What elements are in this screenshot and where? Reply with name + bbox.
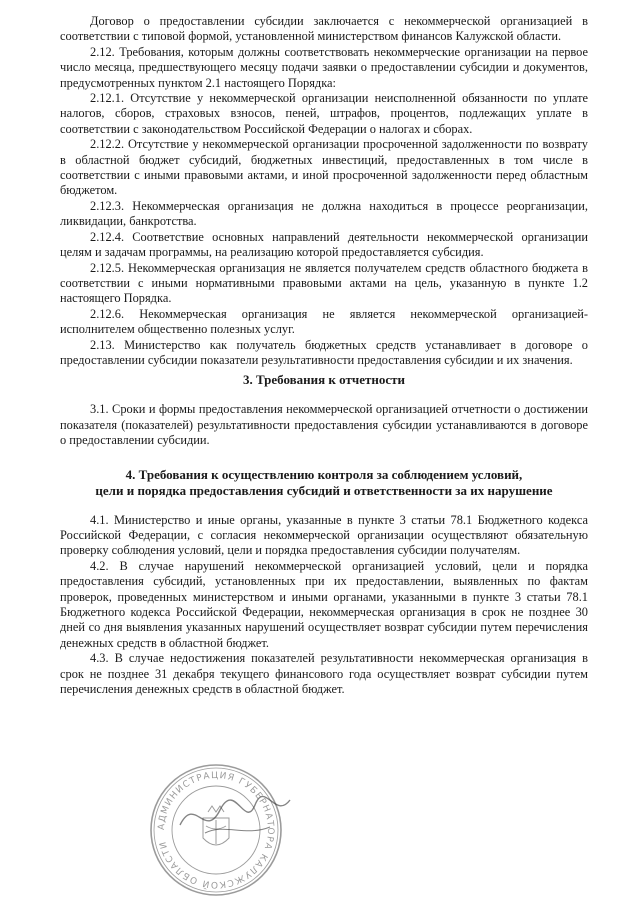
paragraph-4-1: 4.1. Министерство и иные органы, указанные в пункте 3 статьи 78.1 Бюджетного кодекса Российской Федерации, с согласия некоммерческой организации осуществляют обязательную проверку соблюдения условий, цели и порядка предоставления субсидии получателям.	[60, 512, 588, 558]
paragraph-4-2: 4.2. В случае нарушений некоммерческой организацией условий, цели и порядка предоставления субсидий, установленных при их предоставлении, выявленных по фактам проверок, проведенных министерством и иными органами, указанными в пункте 3 статьи 78.1 Бюджетного кодекса Российской Федерации, некоммерческая организация в срок не позднее 30 дней со дня выявления указанных нарушений осуществляет возврат субсидии путем перечисления денежных средств в областной бюджет.	[60, 558, 588, 650]
document-page	[60, 14, 588, 697]
paragraph-contract-form: Договор о предоставлении субсидии заключается с некоммерческой организацией в соответствии с типовой формой, установленной министерством финансов Калужской области.	[60, 14, 588, 44]
signature	[175, 785, 295, 845]
section-4-heading-line1: 4. Требования к осуществлению контроля за соблюдением условий,	[125, 466, 523, 482]
stamp-ring-text: АДМИНИСТРАЦИЯ ГУБЕРНАТОРА КАЛУЖСКОЙ ОБЛАСТИ	[156, 770, 276, 890]
section-3-heading: 3. Требования к отчетности	[242, 372, 406, 388]
paragraph-4-3: 4.3. В случае недостижения показателей результативности некоммерческая организация в срок не позднее 31 декабря текущего финансового года осуществляет возврат субсидии путем перечисления денежных средств в областной бюджет.	[60, 651, 588, 697]
section-4-heading-line2: цели и порядка предоставления субсидий и ответственности за их нарушение	[95, 482, 553, 498]
paragraph-2-12-1: 2.12.1. Отсутствие у некоммерческой организации неисполненной обязанности по уплате налогов, сборов, страховых взносов, пеней, штрафов, процентов, подлежащих уплате в соответствии с законодательством Российской Федерации о налогах и сборах.	[60, 91, 588, 136]
paragraph-2-13: 2.13. Министерство как получатель бюджетных средств устанавливает в договоре о предоставлении субсидии показатели результативности предоставления субсидии и их значения.	[60, 337, 588, 367]
official-stamp-seal	[148, 762, 284, 898]
paragraph-3-1: 3.1. Сроки и формы предоставления некоммерческой организацией отчетности о достижении показателя (показателей) результативности предоставления субсидии устанавливаются в договоре о предоставлении субсидии.	[60, 402, 588, 448]
paragraph-2-12-4: 2.12.4. Соответствие основных направлений деятельности некоммерческой организации целям и задачам программы, на реализацию которой предоставляется субсидия.	[60, 229, 588, 260]
paragraph-2-12-5: 2.12.5. Некоммерческая организация не является получателем средств областного бюджета в соответствии с иными нормативными правовыми актами на цель, указанную в пункте 1.2 настоящего Порядка.	[60, 260, 588, 306]
paragraph-2-12-6: 2.12.6. Некоммерческая организация не является некоммерческой организацией-исполнителем общественно полезных услуг.	[60, 306, 588, 337]
paragraph-2-12-2: 2.12.2. Отсутствие у некоммерческой организации просроченной задолженности по возврату в областной бюджет субсидий, бюджетных инвестиций, предоставленных в том числе в соответствии с иными правовыми актами, и иной просроченной задолженности перед областным бюджетом.	[60, 137, 588, 198]
paragraph-2-12: 2.12. Требования, которым должны соответствовать некоммерческие организации на первое число месяца, предшествующего месяцу подачи заявки о предоставлении субсидии и документов, предусмотренных пунктом 2.1 настоящего Порядка:	[60, 44, 588, 90]
paragraph-2-12-3: 2.12.3. Некоммерческая организация не должна находиться в процессе реорганизации, ликвидации, банкротства.	[60, 198, 588, 229]
